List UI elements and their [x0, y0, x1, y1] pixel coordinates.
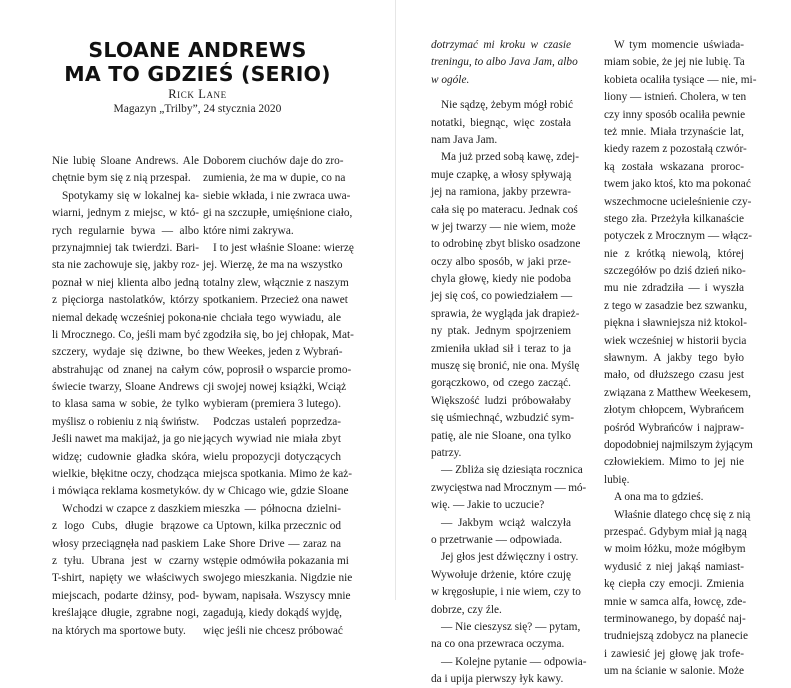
text-line: mało, od dłuższego czasu jest: [604, 369, 744, 382]
text-line: A ona ma to gdzieś.: [614, 491, 704, 504]
text-line: z tego w zasadzie bez szwanku,: [604, 299, 748, 312]
text-line: kreślające długie, zgrabne nogi,: [52, 607, 199, 620]
text-line: wię. — Jakie to uczucie?: [431, 499, 545, 512]
text-line: jej się coś, co powiedziałem —: [431, 290, 573, 303]
text-line: swojego mieszkania. Nigdzie nie: [203, 572, 353, 585]
text-line: wielu propozycji dotyczących: [203, 450, 341, 463]
text-line: ców, poprosił o wsparcie promo-: [203, 363, 352, 376]
author-byline: Rick Lane: [168, 87, 227, 101]
text-line: przynajmniej tak twierdzi. Bari-: [52, 241, 199, 254]
text-line: też mnie. Miała trzynaście lat,: [604, 125, 744, 138]
text-line: thew Weekes, jeden z Wybrań-: [203, 346, 343, 359]
text-line: kobieta ocaliła tysiące — nie, mi-: [604, 73, 757, 86]
text-line: wstępie odmówiła pokazania mi: [203, 554, 349, 567]
text-line: dy w Chicago wie, gdzie Sloane: [203, 485, 349, 498]
paragraph-spacing: [431, 89, 571, 97]
text-line: Jeśli nawet ma makijaż, ja go nie: [52, 433, 202, 446]
text-line: więc jeśli nie chcesz próbować: [203, 624, 343, 637]
text-line: miam sobie, że jej nie lubię. Ta: [604, 56, 745, 69]
text-line: zgodziła się, bo jej chłopak, Mat-: [203, 328, 354, 341]
text-line: Ma już przed sobą kawę, zdej-: [441, 151, 580, 164]
text-line: złotym chłopcem, Wybrańcem: [604, 404, 744, 417]
text-line: Nie lubię Sloane Andrews. Ale: [52, 155, 199, 167]
text-line: gorączkowo, od czego zacząć.: [431, 377, 571, 390]
text-line: chyla głowę, kiedy nie podoba: [431, 273, 571, 286]
text-line: Lake Shore Drive — zaraz na: [203, 537, 341, 550]
text-line: wybieram (premiera 3 lutego).: [203, 398, 342, 411]
text-line: W tym momencie uświada-: [614, 39, 744, 51]
text-line: trudniejszą zdobycz na planecie: [604, 630, 748, 643]
text-line: cji swojej nowej książki, Wciąż: [203, 381, 347, 394]
text-line: Większość ludzi próbowałaby: [431, 394, 571, 407]
text-line: chętnie bym się z nią przespał.: [52, 172, 191, 185]
text-line: treningu, to albo Java Jam, albo: [431, 56, 578, 69]
text-line: kę ciepła czy emocji. Zmienia: [604, 578, 744, 591]
text-line: terminowanego, by dopaść naj-: [604, 612, 746, 625]
text-line: to odrobinę zbyt blisko osadzone: [431, 238, 581, 251]
text-line: się uśmiechnąć, wzbudzić sym-: [431, 412, 575, 425]
text-line: mu nie zdradziła — i wyszła: [604, 282, 744, 295]
text-line: przespać. Gdybym miał ją nagą: [604, 525, 747, 538]
text-line: Spotykamy się w lokalnej ka-: [62, 189, 199, 202]
text-line: — Zbliża się dziesiąta rocznica: [441, 464, 583, 477]
text-line: da i upija pierwszy łyk kawy.: [431, 673, 564, 686]
text-line: li Mrocznego. Co, jeśli mam być: [52, 328, 201, 341]
text-line: ką została wskazana proroc-: [604, 160, 744, 173]
text-line: muje czapkę, a włosy spływają: [431, 168, 572, 181]
text-line: myślisz o robieniu z nią świństw.: [52, 415, 199, 428]
text-line: w kręgosłupie, i nie wiem, czy to: [431, 586, 581, 599]
text-column-3: [431, 37, 587, 688]
text-line: szczegółów po dziś dzień niko-: [604, 265, 746, 278]
text-line: Podczas ustaleń poprzedza-: [213, 415, 341, 428]
text-line: wiarni, jednym z miejsc, w któ-: [52, 207, 199, 220]
text-line: świecie twarzy, Sloane Andrews: [52, 381, 199, 394]
text-line: szczery, wydaje się dziwne, bo: [52, 346, 199, 359]
text-line: potyczek z Mrocznym — włącz-: [604, 230, 753, 243]
text-line: stego zła. Przeżyła kilkanaście: [604, 212, 744, 225]
text-line: siebie wkłada, i nie zwraca uwa-: [203, 189, 351, 202]
left-page: [0, 0, 395, 637]
text-line: w moim łóżku, może mógłbym: [604, 543, 746, 556]
text-line: Nie sądzę, żebym mógł robić: [441, 99, 574, 112]
text-column-2: [203, 153, 354, 640]
text-line: cała się po materacu. Jednak coś: [431, 203, 578, 216]
text-line: I to jest właśnie Sloane: wierzę: [213, 241, 354, 254]
text-line: sprawia, że wygląda jak drapież-: [431, 307, 580, 320]
text-line: — Jakbym wciąż walczyła: [441, 516, 571, 529]
text-line: wszechmocne ucieleśnienie czy-: [604, 195, 752, 208]
text-line: Właśnie dlatego chcę się z nią: [614, 508, 751, 521]
text-line: abstrahując od znanej na całym: [52, 363, 199, 376]
text-line: notatki, biegnąc, więc została: [431, 116, 571, 129]
article-title: [60, 38, 335, 86]
text-line: oczy albo sposób, w jaki prze-: [431, 255, 571, 268]
text-line: w ogóle.: [431, 73, 470, 86]
text-line: rych regularnie bywa — albo: [52, 224, 199, 237]
text-line: Doborem ciuchów daje do zro-: [203, 155, 344, 167]
publication-source: Magazyn „Trilby”, 24 stycznia 2020: [113, 103, 282, 115]
text-line: nam Java Jam.: [431, 133, 498, 146]
text-line: ca Uptown, kilka przecznic od: [203, 520, 341, 533]
text-line: um na ścianie w salonie. Może: [604, 665, 744, 678]
text-line: spotkaniem. Przecież ona nawet: [203, 294, 348, 307]
text-line: włosy przeciągnęła nad paskiem: [52, 537, 199, 550]
text-line: — Kolejne pytanie — odpowia-: [441, 655, 587, 668]
text-line: patrzy.: [431, 446, 462, 459]
text-column-4: [604, 37, 757, 680]
text-line: kiedy razem z pozostałą czwór-: [604, 143, 747, 156]
text-line: ny ptak. Jednym spojrzeniem: [431, 325, 571, 338]
title-line-1: SLOANE ANDREWS: [88, 38, 307, 62]
text-line: z tyłu. Ubrana jest w czarny: [52, 554, 199, 567]
text-line: widzę; cudownie gładka skóra,: [52, 450, 199, 463]
text-line: twem jako ktoś, kto ma pokonać: [604, 178, 751, 191]
text-line: Wchodzi w czapce z daszkiem: [62, 502, 201, 515]
text-line: dotrzymać mi kroku w czasie: [431, 39, 571, 51]
text-line: bywam, napisała. Wszyscy mnie: [203, 589, 351, 602]
text-line: które nimi zakrywa.: [203, 224, 294, 237]
text-line: lubię.: [604, 473, 630, 486]
text-line: Wywołuje drżenie, które czuję: [431, 568, 571, 581]
text-line: zmieniła układ sił i teraz to ja: [431, 342, 571, 355]
text-line: gi na szczupłe, umięśnione ciało,: [203, 207, 353, 220]
text-line: niemal dekadę wcześniej pokona-: [52, 311, 205, 324]
text-line: — Nie cieszysz się? — pytam,: [441, 620, 581, 633]
text-line: jej. Wierzę, że ma na wszystko: [203, 259, 343, 272]
text-line: T-shirt, napięty we właściwych: [52, 572, 199, 585]
right-page: [396, 0, 791, 686]
text-line: dobrze, czy źle.: [431, 603, 502, 616]
text-line: Jej głos jest dźwięczny i ostry.: [441, 551, 579, 564]
text-line: i zawiesić jej głowę jak trofe-: [604, 647, 744, 660]
text-line: jących wywiad nie miała zbyt: [203, 433, 341, 446]
text-line: o przetrwanie — odpowiada.: [431, 533, 563, 546]
text-line: związana z Matthew Weekesem,: [604, 386, 751, 399]
text-line: sta nie zachowuje się, jakby roz-: [52, 259, 200, 272]
text-line: piękna i sławniejsza niż ktokol-: [604, 317, 748, 330]
text-line: na co ona przewraca oczyma.: [431, 638, 565, 651]
text-line: wielkie, błękitne oczy, chodząca: [52, 468, 199, 481]
title-line-2: MA TO GDZIEŚ (SERIO): [64, 62, 331, 86]
text-line: poznał w niej klienta albo jedną: [52, 276, 199, 289]
text-line: mieszka — północna dzielni-: [203, 502, 341, 515]
text-line: totalny zlew, włącznie z naszym: [203, 276, 349, 289]
text-line: miejscach, podarte dżinsy, pod-: [52, 589, 199, 602]
text-line: patię, ale nie Sloane, ona tylko: [431, 429, 571, 442]
text-line: mnie w samca alfa, łowcę, zde-: [604, 595, 747, 608]
text-line: zumienia, że ma w dupie, co na: [203, 172, 346, 185]
text-line: zagadują, kiedy dokądś wyjdę,: [203, 607, 342, 620]
text-line: miejsca spotkania. Mimo że każ-: [203, 468, 353, 481]
text-line: dopodobniej najmilszym żyjącym: [604, 438, 753, 451]
text-column-1: [52, 153, 205, 640]
text-line: z logo Cubs, długie brązowe: [52, 520, 199, 533]
text-line: liony — istnień. Cholera, w ten: [604, 91, 747, 104]
text-line: to klasa sama w sobie, że tylko: [52, 398, 199, 411]
text-line: na których ma sportowe buty.: [52, 624, 186, 637]
text-line: jej na ramiona, jakby przewra-: [431, 186, 571, 199]
text-line: i mówiąca reklama kosmetyków.: [52, 485, 201, 498]
text-line: czy inny sposób ocaliła pewnie: [604, 108, 746, 121]
text-line: pośród Wybrańców i najpraw-: [604, 421, 744, 434]
text-line: wydusić z niej jakąś namiast-: [604, 560, 744, 573]
text-line: nie z krótką niewolą, której: [604, 247, 744, 260]
text-line: sławnym. A jakby tego było: [604, 352, 744, 365]
text-line: w jej twarzy — nie wiem, może: [431, 220, 576, 233]
text-line: nie chciała tego wywiadu, ale: [203, 311, 341, 324]
text-line: muszę się bronić, nie ona. Myślę: [431, 360, 580, 373]
text-line: z pięciorga nastolatków, którzy: [52, 294, 199, 307]
text-line: zwycięstwa nad Mrocznym — mó-: [431, 481, 587, 494]
text-line: wiek wcześniej w historii bycia: [604, 334, 747, 347]
text-line: człowiekiem. Mimo to jej nie: [604, 456, 744, 469]
